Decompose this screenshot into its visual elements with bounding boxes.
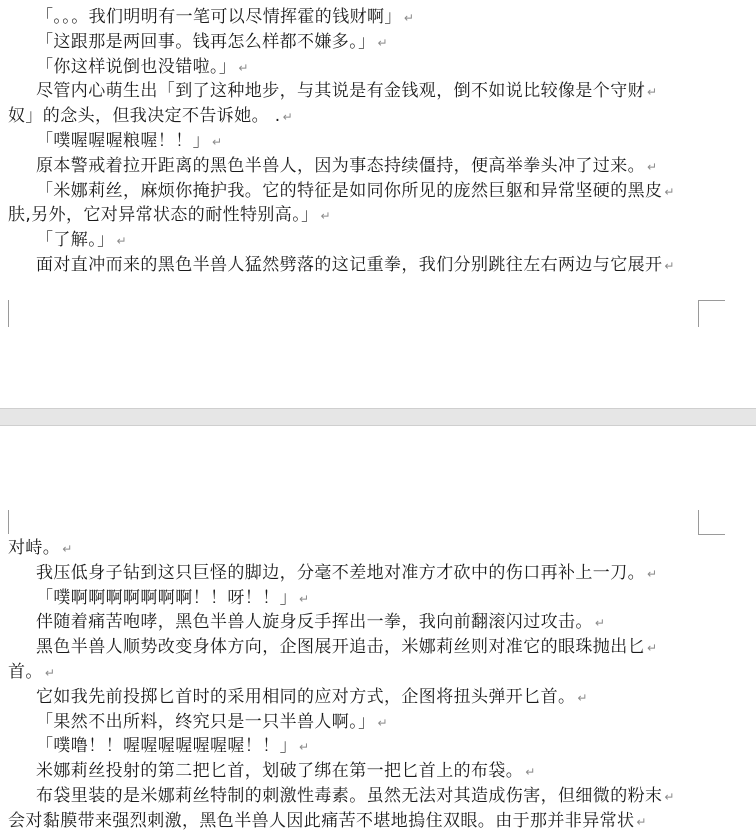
text-line[interactable]: [8, 30, 736, 55]
page-separator: [0, 408, 756, 426]
line-text: 奴」的念头，但我决定不告诉她。 .: [8, 106, 281, 127]
text-line[interactable]: [8, 610, 736, 635]
paragraph-mark-icon: ↵: [403, 11, 415, 25]
text-line[interactable]: [8, 734, 736, 759]
document-page-1[interactable]: [0, 0, 756, 408]
text-line[interactable]: [8, 710, 736, 735]
paragraph-mark-icon: ↵: [647, 85, 658, 100]
paragraph-mark-icon: ↵: [664, 790, 675, 804]
text-line[interactable]: [8, 129, 736, 154]
line-text: 伴随着痛苦咆哮，黑色半兽人旋身反手挥出一拳，我向前翻滚闪过攻击。: [36, 612, 593, 633]
line-text: 「噗喔喔喔粮喔！！」: [36, 131, 210, 151]
line-text: 面对直冲而来的黑色半兽人猛然劈落的这记重拳，我们分别跳往左右两边与它展开: [36, 255, 663, 275]
paragraph-mark-icon: ↵: [282, 110, 294, 125]
line-text: 肤,另外，它对异常状态的耐性特别高。」: [8, 205, 319, 226]
text-line[interactable]: [8, 253, 736, 278]
line-text: 我压低身子钻到这只巨怪的脚边，分毫不差地对准方才砍中的伤口再补上一刀。: [36, 562, 645, 583]
text-line[interactable]: [8, 203, 708, 228]
paragraph-mark-icon: ↵: [664, 184, 675, 199]
text-line[interactable]: [8, 561, 736, 586]
line-text: 「果然不出所料，终究只是一只半兽人啊。」: [36, 711, 376, 732]
paragraph-mark-icon: ↵: [116, 234, 127, 249]
text-line[interactable]: [8, 104, 708, 129]
paragraph-mark-icon: ↵: [594, 616, 606, 631]
paragraph-mark-icon: ↵: [525, 765, 536, 780]
paragraph-mark-icon: ↵: [299, 591, 310, 606]
paragraph-mark-icon: ↵: [647, 159, 658, 174]
line-text: 「了解。」: [36, 230, 115, 251]
paragraph-mark-icon: ↵: [320, 209, 331, 224]
text-line[interactable]: [8, 685, 736, 710]
text-line[interactable]: [8, 586, 736, 611]
paragraph-mark-icon: ↵: [377, 715, 388, 730]
paragraph-mark-icon: ↵: [664, 259, 675, 273]
line-text: 「这跟那是两回事。钱再怎么样都不嫌多。」: [36, 31, 376, 52]
text-line[interactable]: [8, 55, 736, 80]
line-text: 「。。。我们明明有一笔可以尽情挥霍的钱财啊」: [36, 7, 402, 27]
line-text: 尽管内心萌生出「到了这种地步，与其说是有金钱观，倒不如说比较像是个守财: [36, 81, 645, 102]
paragraph-mark-icon: ↵: [377, 35, 388, 50]
line-text: 会对黏膜带来强烈刺激，黑色半兽人因此痛苦不堪地摀住双眼。由于那并非异常状: [8, 810, 635, 831]
paragraph-mark-icon: ↵: [636, 814, 647, 829]
text-line[interactable]: [8, 635, 736, 660]
line-text: 对峙。: [8, 538, 61, 558]
text-line[interactable]: [8, 759, 736, 784]
text-line[interactable]: [8, 784, 736, 809]
line-text: 原本警戒着拉开距离的黑色半兽人，因为事态持续僵持，便高举拳头冲了过来。: [36, 155, 645, 176]
page-2-margin-corner-left: [8, 510, 9, 534]
line-text: 它如我先前投掷匕首时的采用相同的应对方式，企图将扭头弹开匕首。: [36, 686, 576, 707]
line-text: 米娜莉丝投射的第二把匕首，划破了绑在第一把匕首上的布袋。: [36, 761, 524, 782]
paragraph-mark-icon: ↵: [44, 666, 56, 680]
text-line[interactable]: [8, 809, 708, 834]
page-1-margin-corner-left: [8, 300, 9, 327]
document-page-2[interactable]: [0, 426, 756, 838]
paragraph-mark-icon: ↵: [647, 566, 658, 581]
line-text: 「你这样说倒也没错啦。」: [36, 56, 237, 77]
paragraph-mark-icon: ↵: [212, 135, 223, 149]
text-line[interactable]: [8, 79, 736, 104]
text-line[interactable]: [8, 154, 736, 179]
line-text: 「噗噜！！喔喔喔喔喔喔喔！！」: [36, 736, 297, 757]
paragraph-mark-icon: ↵: [238, 60, 249, 75]
text-line[interactable]: [8, 228, 736, 253]
text-line[interactable]: [8, 5, 736, 30]
line-text: 布袋里装的是米娜莉丝特制的刺激性毒素。虽然无法对其造成伤害，但细微的粉末: [36, 786, 663, 806]
line-text: 黑色半兽人顺势改变身体方向，企图展开追击，米娜莉丝则对准它的眼珠抛出匕: [36, 637, 645, 658]
text-line[interactable]: [8, 536, 708, 561]
line-text: 「噗啊啊啊啊啊啊啊！！呀！！」: [36, 587, 297, 608]
paragraph-mark-icon: ↵: [577, 690, 588, 705]
paragraph-mark-icon: ↵: [647, 641, 658, 656]
paragraph-mark-icon: ↵: [62, 542, 73, 556]
line-text: 「米娜莉丝，麻烦你掩护我。它的特征是如同你所见的庞然巨躯和异常坚硬的黑皮: [36, 180, 663, 201]
page-1-margin-corner-right: [698, 300, 725, 327]
paragraph-mark-icon: ↵: [299, 740, 310, 755]
page-2-margin-corner-right: [698, 510, 725, 535]
text-line[interactable]: [8, 660, 708, 685]
text-line[interactable]: [8, 179, 736, 204]
line-text: 首。: [8, 662, 43, 682]
